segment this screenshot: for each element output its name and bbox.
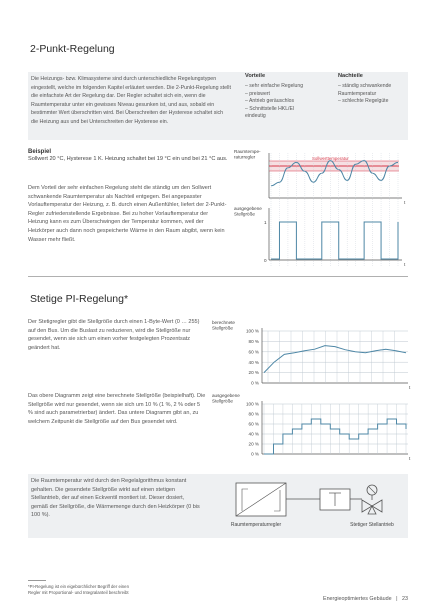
chart1-y-label-bottom: ausgegebene xyxy=(234,206,262,211)
footnote-line-2: Regler mit Proportional- und Integralanteil beschreibt xyxy=(28,590,129,595)
nachteile-item: – schlechte Regelgüte xyxy=(338,98,389,105)
controller-actuator-diagram xyxy=(228,478,408,534)
chart3-tick-label: 80 % xyxy=(248,411,259,417)
chart1-y-label-top: raturregler xyxy=(234,154,256,160)
pi-paragraph-3: Die Raumtemperatur wird durch den Regelalgorithmus konstant gehalten. Die gesendete Stellgröße wirkt auf einen stetigen Stellantrieb, der auf einen Eckventil montiert ist. Dieser dosiert, gemäß der Stellgröße, die Wärmemenge durch den Heizkörper (0 bis 100 %). xyxy=(31,478,200,519)
chart2-tick-label: 40 % xyxy=(248,359,259,365)
chart2-tick-label: 80 % xyxy=(248,339,259,344)
beispiel-text: Sollwert 20 °C, Hysterese 1 K. Heizung schaltet bei 19 °C ein und bei 21 °C aus. xyxy=(28,156,228,162)
footnote-rule xyxy=(28,580,46,581)
chart3-tick-label: 20 % xyxy=(248,441,259,447)
page-number: 23 xyxy=(402,596,408,602)
chart1-top-t-label: t xyxy=(404,200,406,205)
actuator-caption: Stetiger Stellantrieb xyxy=(350,522,394,528)
chart2-y-label: berechnete xyxy=(212,320,235,325)
chart3-tick-label: 100 % xyxy=(245,401,259,407)
actuator-valve-icon xyxy=(362,485,382,514)
pi-paragraph-2: Das obere Diagramm zeigt eine berechnete Stellgröße (beispielhaft). Die Stellgröße wird nur gesendet, wenn sie sich um 10 % (1 %, 2 % oder 5 % sind auch parametrierbar) ändert. Das untere Diagramm gibt an, zu welchem Zeitpunkt die Stellgröße auf den Bus gesendet wird. xyxy=(28,393,206,425)
chart3-tick-label: 40 % xyxy=(248,431,259,437)
chart2-t-label: t xyxy=(409,385,411,390)
nachteile-heading: Nachteile xyxy=(338,73,363,79)
page-footer xyxy=(323,596,408,602)
chart1-y-label-bottom: Stellgröße xyxy=(234,211,255,217)
section-divider xyxy=(28,276,408,277)
section-title-2punkt: 2-Punkt-Regelung xyxy=(30,43,115,55)
chart1-one-label: 1 xyxy=(264,220,267,225)
chart1-setpoint-label: Sollwerttemperatur xyxy=(312,156,349,161)
chart3-t-label: t xyxy=(409,456,411,461)
footnote xyxy=(28,584,129,596)
pi-paragraph-1: Der Stetigregler gibt die Stellgröße durch einen 1-Byte-Wert (0 … 255) auf den Bus. Um die Buslast zu reduzieren, wird die Stellgröße nur gesendet, wenn sie sich um einen vorher festgelegten Prozentsatz geändert hat. xyxy=(28,319,200,351)
chart2-y-label: Stellgröße xyxy=(212,325,233,331)
chart3-y-label: Stellgröße xyxy=(212,398,233,404)
nachteile-item: – ständig schwankende xyxy=(338,83,392,89)
room-temperature-controller-icon xyxy=(236,483,286,516)
chart-berechnete-stellgroesse xyxy=(210,319,415,393)
vorteile-item: eindeutig xyxy=(245,113,266,120)
vorteile-list xyxy=(245,83,303,121)
signal-box xyxy=(320,489,350,510)
footnote-line-1: *PI-Regelung ist ein eigebürchlicher Begriff der einen xyxy=(28,584,129,589)
chart-ausgegebene-stellgroesse xyxy=(210,392,415,464)
chart2-tick-label: 60 % xyxy=(248,349,259,355)
beispiel-heading: Beispiel xyxy=(28,149,52,155)
controller-caption: Raumtemperaturregler xyxy=(230,522,282,528)
vorteile-item: – sehr einfache Regelung xyxy=(245,83,304,89)
footer-title: Energieoptimiertes Gebäude xyxy=(322,596,392,602)
chart2-tick-label: 100 % xyxy=(245,328,259,334)
chart2-tick-label: 20 % xyxy=(248,370,259,376)
chart2-tick-label: 0 % xyxy=(251,380,259,386)
beispiel-block xyxy=(28,149,228,164)
chart1-switch-signal xyxy=(271,222,398,259)
chart1-bottom-t-label: t xyxy=(404,262,406,266)
vorteile-item: – preiswert xyxy=(245,90,270,97)
footer-separator: | xyxy=(396,596,398,602)
chart3-tick-label: 0 % xyxy=(251,451,259,457)
chart-2punkt xyxy=(232,148,412,266)
intro-text: Die Heizungs- bzw. Klimasysteme sind durch unterschiedliche Regelungstypen eingestellt, welche im folgenden Kapitel erläutert werden. Die 2-Punkt-Regelung stellt die einfachste Art der Regelung dar. Der Regler schaltet sich ein, wenn die Raumtemperatur unter ein gewisses Niveau gesunken ist, und aus, sobald ein bestimmter Wert überschritten wird. Bei Überschreiten der Hysterese schaltet sich die Heizung aus und bei Unterschreiten der Hysterese ein. xyxy=(31,76,231,125)
section1-body: Dem Vorteil der sehr einfachen Regelung steht die ständig um den Sollwert schwankende Raumtemperatur als Nachteil entgegen. Bei angepasster Vorlauftemperatur der Heizung, z. B. durch einen Außenfühler, liefert der 2-Punkt-Regler zufriedenstellende Ergebnisse. Bei zu hoher Vorlauftemperatur der Heizung kann es zum Überschwingen der Temperatur kommen, weil der Heizkörper auch dann noch gespeicherte Wärme in den Raum abgibt, wenn kein Wasser mehr fließt. xyxy=(28,185,227,243)
nachteile-item: Raumtemperatur xyxy=(338,90,377,97)
chart1-y-label-top: Raumtempe- xyxy=(234,149,261,154)
vorteile-item: – Antrieb geräuschlos xyxy=(245,98,294,105)
vorteile-heading: Vorteile xyxy=(245,73,266,79)
chart2-series-line xyxy=(264,346,406,373)
nachteile-list xyxy=(338,83,391,106)
section-title-pi: Stetige PI-Regelung* xyxy=(30,293,129,305)
vorteile-item: – Schnittstelle HKL/El xyxy=(245,105,294,112)
chart3-tick-label: 60 % xyxy=(248,421,259,427)
chart3-y-label: ausgegebene xyxy=(212,393,240,398)
chart1-zero-label: 0 xyxy=(264,258,267,263)
